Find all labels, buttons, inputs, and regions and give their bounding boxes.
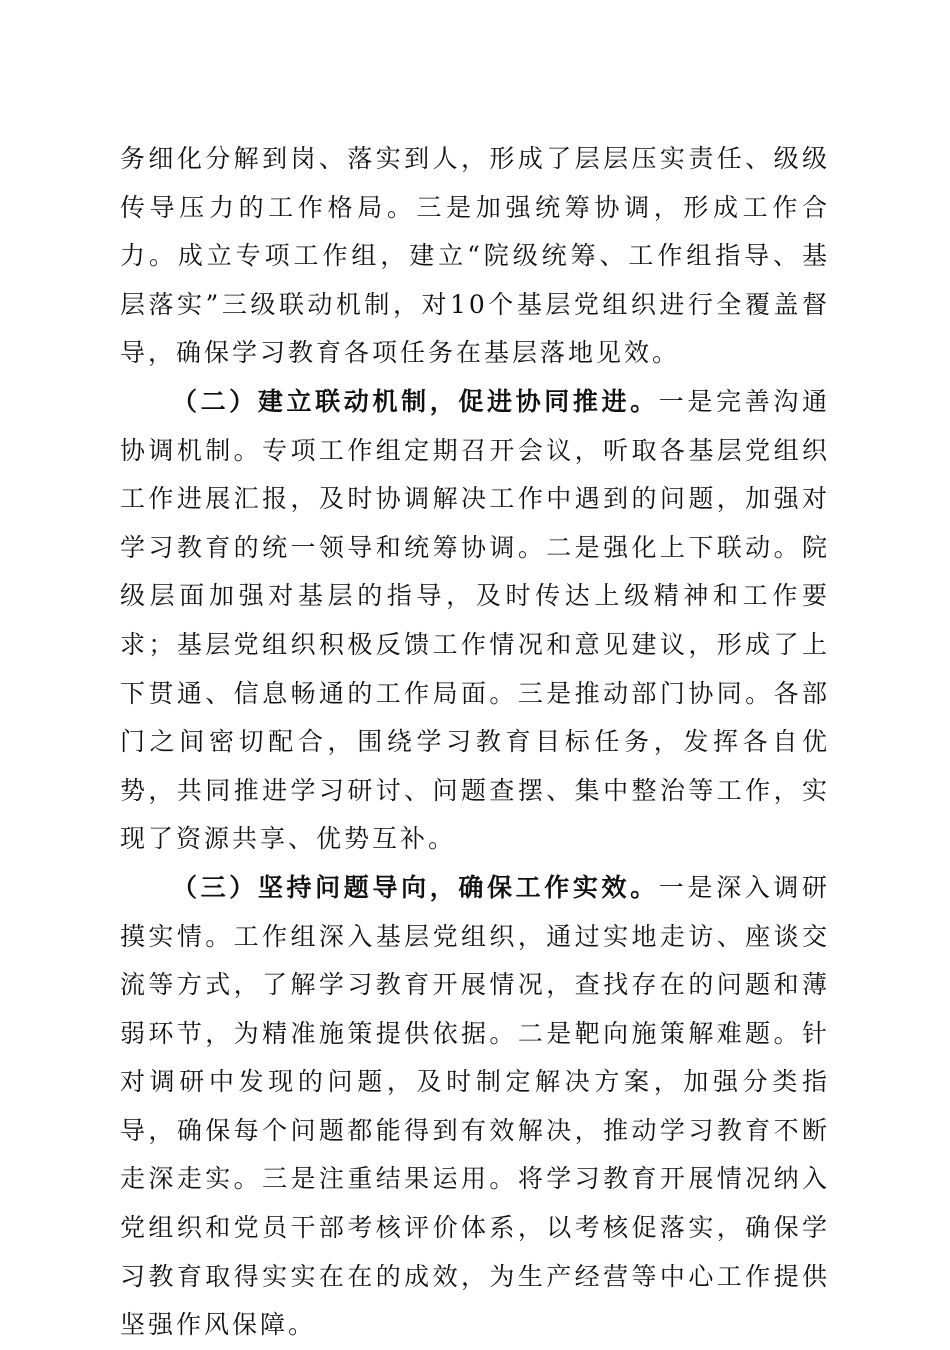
paragraph-continuation	[120, 135, 830, 378]
paragraph-text: 一是深入调研摸实情。工作组深入基层党组织，通过实地走访、座谈交流等方式，了解学习教育开展情况，查找存在的问题和薄弱环节，为精准施策提供依据。二是靶向施策解难题。针对调研中发现的问题，及时制定解决方案，加强分类指导，确保每个问题都能得到有效解决，推动学习教育不断走深走实。三是注重结果运用。将学习教育开展情况纳入党组织和党员干部考核评价体系，以考核促落实，确保学习教育取得实实在在的成效，为生产经营等中心工作提供坚强作风保障。	[120, 872, 830, 1340]
paragraph-section-2	[120, 378, 830, 864]
section-heading-3: （三）坚持问题导向，确保工作实效。	[172, 872, 659, 902]
paragraph-section-3	[120, 864, 830, 1350]
paragraph-text: 务细化分解到岗、落实到人，形成了层层压实责任、级级传导压力的工作格局。三是加强统筹协调，形成工作合力。成立专项工作组，建立“院级统筹、工作组指导、基层落实”三级联动机制，对10个基层党组织进行全覆盖督导，确保学习教育各项任务在基层落地见效。	[120, 144, 830, 368]
document-body	[120, 135, 830, 1350]
section-heading-2: （二）建立联动机制，促进协同推进。	[172, 386, 659, 416]
paragraph-text: 一是完善沟通协调机制。专项工作组定期召开会议，听取各基层党组织工作进展汇报，及时协调解决工作中遇到的问题，加强对学习教育的统一领导和统筹协调。二是强化上下联动。院级层面加强对基层的指导，及时传达上级精神和工作要求；基层党组织积极反馈工作情况和意见建议，形成了上下贯通、信息畅通的工作局面。三是推动部门协同。各部门之间密切配合，围绕学习教育目标任务，发挥各自优势，共同推进学习研讨、问题查摆、集中整治等工作，实现了资源共享、优势互补。	[120, 386, 830, 854]
